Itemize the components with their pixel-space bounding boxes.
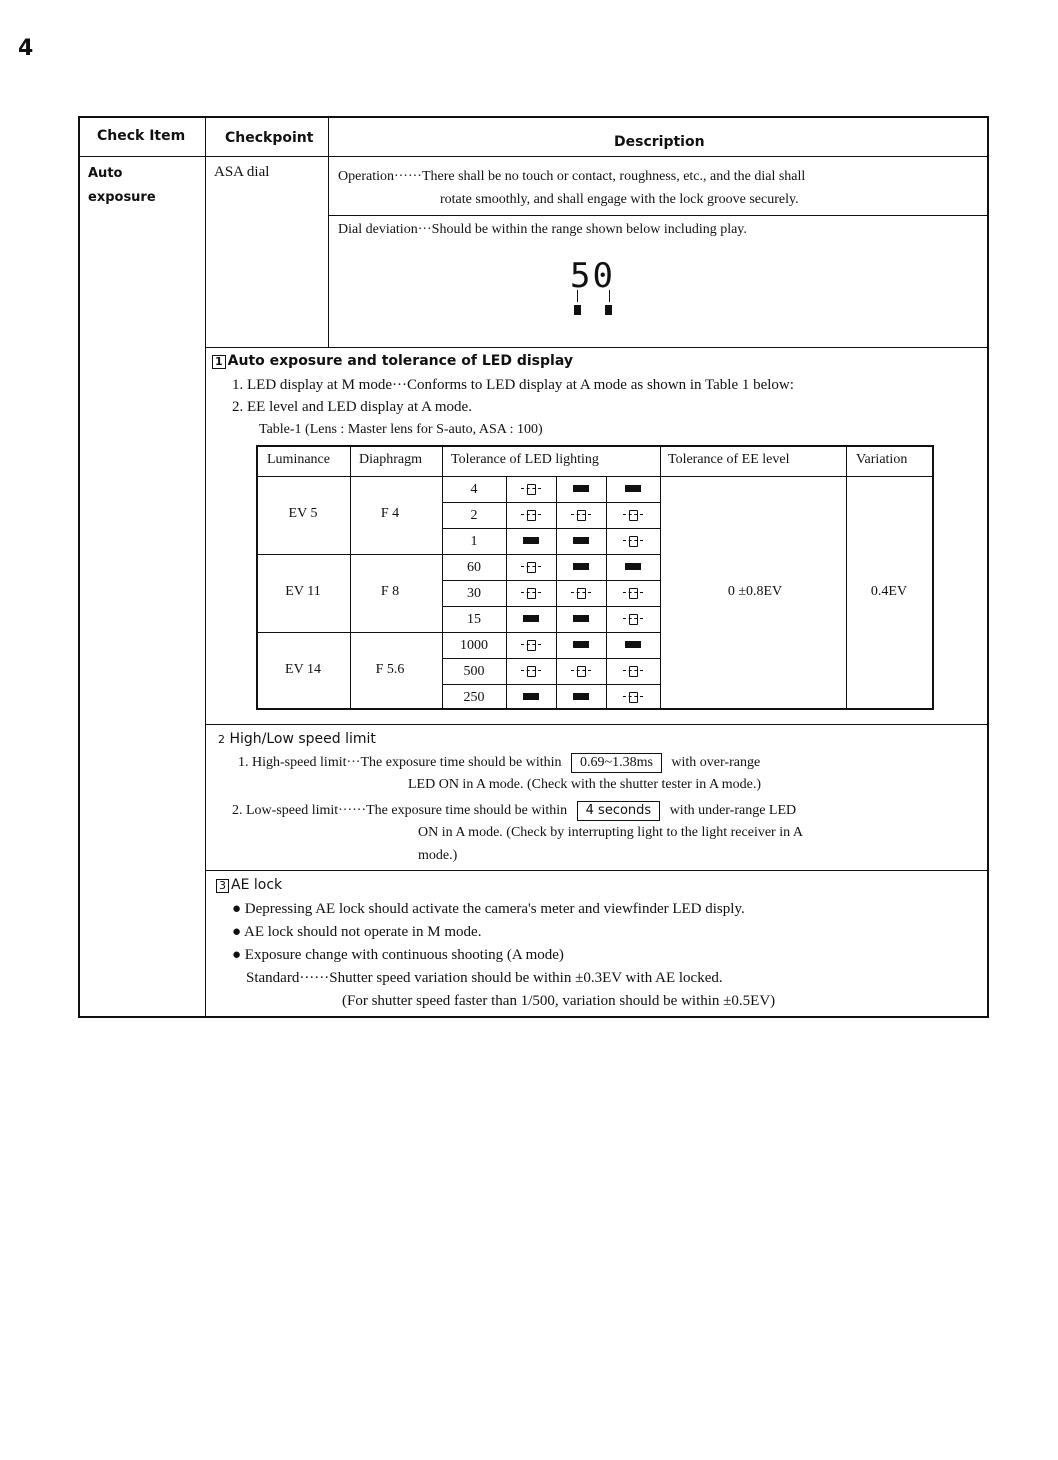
table1-header-2: Tolerance of LED lighting: [451, 452, 599, 467]
table1-shutter-speed: 30: [467, 586, 481, 601]
section3-divider: [205, 870, 989, 871]
led-blinking-indicator: [621, 689, 645, 705]
led-lit-indicator: [621, 637, 645, 653]
led-blinking-indicator: [519, 663, 543, 679]
table1-shutter-speed: 15: [467, 612, 481, 627]
led-blinking-indicator: [519, 481, 543, 497]
table1-variation: 0.4EV: [870, 584, 908, 599]
check-item-exposure: exposure: [88, 190, 156, 205]
table1-shutter-speed: 250: [463, 690, 485, 705]
table1-header-col-divider: [442, 445, 443, 476]
table1-header-col-divider: [846, 445, 847, 476]
table1-shutter-speed: 60: [467, 560, 481, 575]
led-blinking-indicator: [519, 507, 543, 523]
dial-mark-left: [574, 305, 581, 315]
led-blinking-indicator: [621, 533, 645, 549]
section3-bullet1: ● Depressing AE lock should activate the camera's meter and viewfinder LED disply.: [232, 901, 745, 917]
led-blinking-indicator: [519, 637, 543, 653]
section2-title: 2 High/Low speed limit: [218, 731, 376, 747]
table1-row-divider: [442, 528, 660, 529]
page-number: 4: [18, 36, 34, 61]
led-lit-indicator: [569, 637, 593, 653]
table1-header-divider: [256, 476, 934, 477]
table1-col-divider: [506, 476, 507, 710]
header-check-item: Check Item: [97, 128, 186, 144]
section3-standard: Standard······Shutter speed variation should be within ±0.3EV with AE locked.: [246, 970, 723, 986]
led-lit-indicator: [569, 481, 593, 497]
table1-ee-tolerance: 0 ±0.8EV: [727, 584, 783, 599]
table1-group-divider: [256, 632, 660, 633]
column-divider-2: [328, 116, 329, 348]
table1-col-divider: [660, 476, 661, 710]
table1-caption: Table-1 (Lens : Master lens for S-auto, ASA : 100): [259, 422, 543, 437]
table1-diaphragm: F 4: [380, 506, 400, 521]
led-lit-indicator: [519, 689, 543, 705]
column-divider-1: [205, 116, 206, 1018]
table-1: [256, 445, 934, 710]
led-blinking-indicator: [569, 663, 593, 679]
table1-row-divider: [442, 658, 660, 659]
table1-col-divider: [606, 476, 607, 710]
table1-header-4: Variation: [856, 452, 908, 467]
table1-header-col-divider: [350, 445, 351, 476]
table1-diaphragm: F 8: [380, 584, 400, 599]
section3-title: 3 AE lock: [216, 877, 282, 893]
table1-shutter-speed: 1000: [460, 638, 488, 653]
table1-shutter-speed: 500: [463, 664, 485, 679]
table1-col-divider: [442, 476, 443, 710]
section1-item1: 1. LED display at M mode···Conforms to LED display at A mode as shown in Table 1 below:: [232, 377, 794, 393]
led-lit-indicator: [621, 559, 645, 575]
header-divider: [78, 156, 989, 157]
section2-high-line1: 1. High-speed limit···The exposure time should be within 0.69~1.38ms with over-range: [238, 753, 760, 773]
table1-group-divider: [256, 554, 660, 555]
section2-divider: [205, 724, 989, 725]
table1-row-divider: [442, 580, 660, 581]
table1-luminance: EV 11: [285, 584, 321, 599]
section3-bullet2: ● AE lock should not operate in M mode.: [232, 924, 482, 940]
table1-shutter-speed: 4: [470, 482, 478, 497]
asa-operation-line2: rotate smoothly, and shall engage with the lock groove securely.: [440, 192, 799, 207]
section3-note: (For shutter speed faster than 1/500, variation should be within ±0.5EV): [342, 993, 776, 1009]
led-blinking-indicator: [569, 507, 593, 523]
table1-header-0: Luminance: [267, 452, 330, 467]
section1-title: 1 Auto exposure and tolerance of LED display: [212, 353, 573, 369]
led-blinking-indicator: [519, 585, 543, 601]
led-blinking-indicator: [569, 585, 593, 601]
high-speed-spec-box: 0.69~1.38ms: [571, 753, 662, 773]
section3-bullet3: ● Exposure change with continuous shooting (A mode): [232, 947, 564, 963]
header-description: Description: [614, 134, 705, 150]
led-lit-indicator: [519, 611, 543, 627]
led-blinking-indicator: [621, 663, 645, 679]
section1-divider: [205, 347, 989, 348]
section1-item2: 2. EE level and LED display at A mode.: [232, 399, 472, 415]
led-lit-indicator: [569, 559, 593, 575]
led-lit-indicator: [519, 533, 543, 549]
table1-header-3: Tolerance of EE level: [668, 452, 790, 467]
led-lit-indicator: [569, 689, 593, 705]
low-speed-spec-box: 4 seconds: [577, 801, 661, 821]
table1-shutter-speed: 1: [470, 534, 478, 549]
asa-dial-deviation: Dial deviation···Should be within the range shown below including play.: [338, 222, 747, 237]
table1-col-divider: [350, 476, 351, 710]
table1-row-divider: [442, 502, 660, 503]
section2-low-line2: ON in A mode. (Check by interrupting light to the light receiver in A: [418, 825, 803, 840]
led-blinking-indicator: [621, 507, 645, 523]
table1-col-divider: [846, 476, 847, 710]
table1-header-col-divider: [660, 445, 661, 476]
table1-diaphragm: F 5.6: [375, 662, 405, 677]
section2-low-line1: 2. Low-speed limit······The exposure time should be within 4 seconds with under-range LED: [232, 801, 796, 821]
section2-low-line3: mode.): [418, 848, 458, 863]
led-blinking-indicator: [519, 559, 543, 575]
dial-number: 50: [570, 256, 615, 296]
table1-header-1: Diaphragm: [359, 452, 422, 467]
checkpoint-asa-dial: ASA dial: [214, 164, 270, 180]
led-blinking-indicator: [621, 611, 645, 627]
table1-row-divider: [442, 606, 660, 607]
header-checkpoint: Checkpoint: [225, 130, 314, 146]
asa-operation-line1: Operation······There shall be no touch or contact, roughness, etc., and the dial shall: [338, 169, 806, 184]
led-lit-indicator: [621, 481, 645, 497]
section2-high-line2: LED ON in A mode. (Check with the shutter tester in A mode.): [408, 777, 762, 792]
dial-tick-right: [609, 290, 610, 302]
led-blinking-indicator: [621, 585, 645, 601]
table1-shutter-speed: 2: [470, 508, 478, 523]
dial-tick-left: [577, 290, 578, 302]
led-lit-indicator: [569, 611, 593, 627]
table1-row-divider: [442, 684, 660, 685]
dial-mark-right: [605, 305, 612, 315]
led-lit-indicator: [569, 533, 593, 549]
asa-row-divider: [328, 215, 989, 216]
check-item-auto: Auto: [88, 166, 123, 181]
table1-col-divider: [556, 476, 557, 710]
table1-luminance: EV 14: [285, 662, 321, 677]
table1-luminance: EV 5: [288, 506, 318, 521]
